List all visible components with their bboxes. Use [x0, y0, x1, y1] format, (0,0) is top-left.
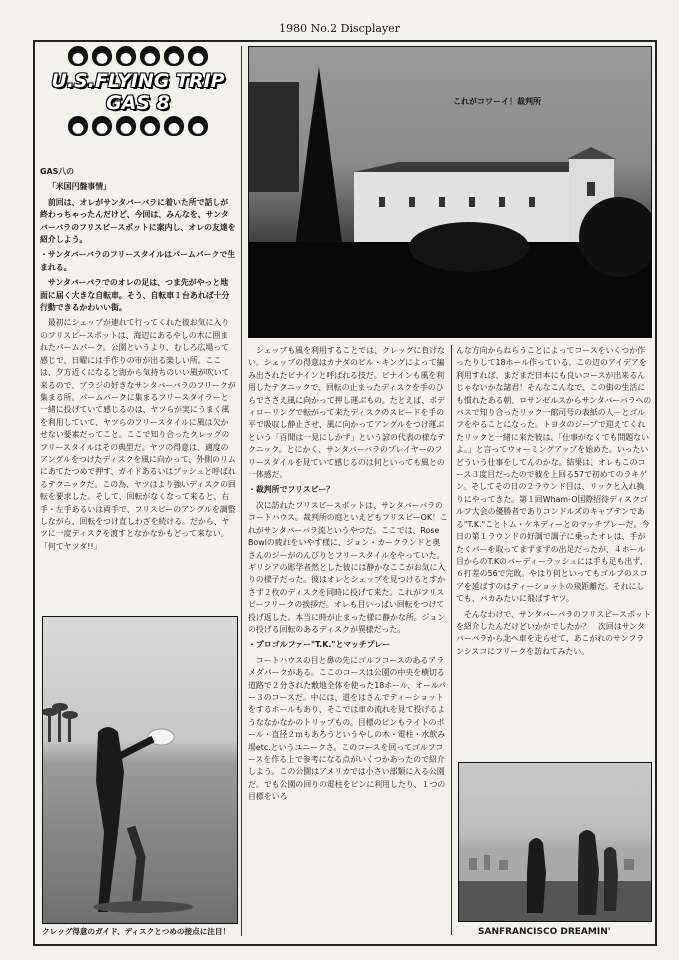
face-icon	[92, 116, 112, 136]
face-icon	[164, 46, 184, 66]
page-header: 1980 No.2 Discplayer	[279, 22, 400, 35]
face-icon	[68, 116, 88, 136]
paragraph: んな方向からねらうことによってコースをいくつか作ったりして18ホール作っている。この辺のアイデアを利用すれば、まだまだ日本にも良いコースが出来るんじゃないかな諸君！そんなこんなで、この街の生活にも慣れたある朝、ロサンゼルスからサンタバーバラへのバスで知り合ったリック一館司号の表紙の人－とゴルフをやることになった。トヨタのジープで迎えてくれたリックと一緒に来た彼は、「仕事がなくても問題ないよ。」と言ってウォーミングアップを始めた。いったいどういう仕事をしてんのかな。結果は、オレもこのコース３度目だったので彼を上回る57で初めてのラキゲン。そしてその日の２ラウンド目は、リックと入れ換りにやってきた。第１回Wham-O国際招待ディスクゴルフ大会の優勝者でありコンドルズのキャプテンである"T.K."ことトム・ケネディーとのマッチプレーだ。今日の第１ラウンドの好調で調子に乗ったオレは、手がたくパーを取ってまずまずの出足だったが、４ホール目からのT.Kのバーディーラッシュには手も足も出ず、６打差の56で完敗。やはり何といってもゴルフのスコアを延ばすのはティーショットの飛距離だ。それにしても、バカみたいに飛ばすヤツ。	[456, 346, 652, 604]
section-heading: ・プロゴルファー"T.K."とマッチプレー	[248, 640, 391, 650]
face-icon	[92, 46, 112, 66]
paragraph: コートハウスの目と鼻の先にゴルフコースのあるアラメダパークがある。ここのコースは公園の中央を横切る道路で２分された敷地全体を使った18ホール、オールパー３のコースだ。中には、道をはさんでティーショットをするホールもあり、そこでは車の流れを見て投げるようななかなかのトリップもの。目標のピンもライトのポール・直径２ｍもあろうというやしの木・電柱・水飲み場etc.というユニークさ。このコースを回ってゴルフコースを作る上で参考になる点がいくつかあったので紹介しよう。この公園はアメリカでは小さい部類に入る公園だ。でも公園の回りの電柱をピンに利用したり、１つの目標をいろ	[248, 655, 446, 802]
beach-photo-caption: クレッグ得意のガイド、ディスクとつめの接点に注目！	[42, 927, 231, 936]
section-heading: ・裁判所でフリスビー？	[248, 485, 335, 495]
face-row-bottom	[44, 116, 232, 138]
sanfrancisco-photo-caption: SANFRANCISCO DREAMIN'	[478, 927, 611, 937]
face-icon	[188, 116, 208, 136]
paragraph: GAS八の	[40, 167, 75, 176]
column-3	[456, 345, 652, 755]
column-2	[248, 345, 448, 905]
paragraph: そんなわけで、サンタバーバラのフリスビースポットを紹介したんだけどいかがでしたか？ 次回はサンタバーバラから北へ車を走らせて、あこがれのサンフランシスコにフリークを訪ねてみたい。	[456, 609, 651, 656]
courthouse-illustration	[249, 47, 651, 337]
courthouse-photo-label: これがコワーイ！裁判所	[453, 97, 541, 106]
face-row-top	[44, 46, 232, 68]
sanfrancisco-illustration	[459, 763, 651, 921]
article-subtitle: GAS 8	[106, 92, 170, 114]
face-icon	[140, 116, 160, 136]
sanfrancisco-photo	[458, 762, 652, 922]
paragraph: シェップも風を利用することでは、クレッグに負けない。シェップの得意はカナダのビル・キングによって編み出されたビナインと呼ばれる技だ。ビナインも風を利用したテクニックで、回転の止まったディスクを手のひらでささえ風に向かって押し運ぶもの。たとえば、ボディローリングで転がって来たディスクのスピードを手の平で吸収し静止させ、風に向かってアングルをつけ運ぶという「百聞は一見にしかず」という諺の代表の様なテクニック。とにかく、サンタバーバラのプレイヤーのフリースタイルを見ていて感じるのは何といっても風との一体感だ。	[248, 346, 446, 480]
face-icon	[140, 46, 160, 66]
beach-photo	[42, 616, 238, 924]
title-block	[44, 46, 232, 156]
face-icon	[116, 116, 136, 136]
face-icon	[164, 116, 184, 136]
paragraph: 前回は、オレがサンタバーバラに着いた所で話しが終わっちゃったんだけど、今回は、みんなを、サンタバーバラのフリスビースポットに案内し、オレの友達を紹介しよう。	[40, 197, 236, 245]
paragraph: 次に訪れたフリスビースポットは、サンタバーバラのコートハウス。裁判所の庭といえどもフリスビーOK！これがサンタバーバラ流というやつだ。ここでは、Rose Bowlの疲れをいやす様に、ジョン・カークランドと奥さんのジーがのんびりとフリースタイルをやっていた。ギリシアの彫学者然とした彼には静かなここがお気に入りの様子だった。彼はオレとシェップを見つけるとすかさず２枚のディスクを同時に投げて来た。これがフリスビーフリークの挨拶だ。オレも目いっぱい回転をつけて投げ返した。本当に時が止まった様に静かな所。ジョンの投げる回転のあるディスクが異様だった。	[248, 500, 448, 634]
paragraph: ・サンタバーバラのフリースタイルはパームパークで生まれる。	[40, 250, 236, 272]
beach-illustration	[43, 617, 237, 923]
article-title: U.S.FLYING TRIP	[51, 70, 225, 92]
paragraph: 最初にシェップが連れて行ってくれた彼お気に入りのフリスビースポットは、海辺にあるやしの木に囲まれたパームパーク。公園というより、むしろ広場って感じで、日曜には手作りの市が出る楽しい所。ここは、夕方近くになると海から気持ちのいい風が吹いて来るので、プラジの好きなサンタバーバラのフリークが集まる所。パームパークに集まるフリースタイラーと一緒に投げていて感じるのは、ヤツらが実にうまく風を利用していて、ヤツらのフリースタイルに風は欠かせない要素だってこと。ここで知り合ったクレッグのフリースタイルはその典型だ。ヤツの得意は、適度のアングルをつけたディスクを風に向かって、外側のリムにあてたつめで押す、ガイドあるいはプッシュと呼ばれるテクニックだ。この為、ヤツはより強いディスクの回転を要求した。そして、回転がなくなって来ると、右手・左手あるいは両手で、フリスビーのアングルを調整しながら、回転をつけ直しわざを続ける。だから、ヤツに一度ディスクを渡すとなかなかもどって来ない。「何てヤツダ!!」	[40, 318, 236, 551]
column-1	[40, 166, 236, 612]
paragraph: 「米国円盤事情」	[47, 182, 112, 192]
courthouse-photo	[248, 46, 652, 338]
face-icon	[68, 46, 88, 66]
paragraph: サンタバーバラでのオレの足は、つま先がやっと地面に届く大きな自転車。そう、自転車１台あれば十分行動できるかわいい街。	[40, 278, 230, 313]
face-icon	[116, 46, 136, 66]
face-icon	[188, 46, 208, 66]
column-divider	[241, 46, 242, 936]
column-divider	[451, 345, 452, 935]
